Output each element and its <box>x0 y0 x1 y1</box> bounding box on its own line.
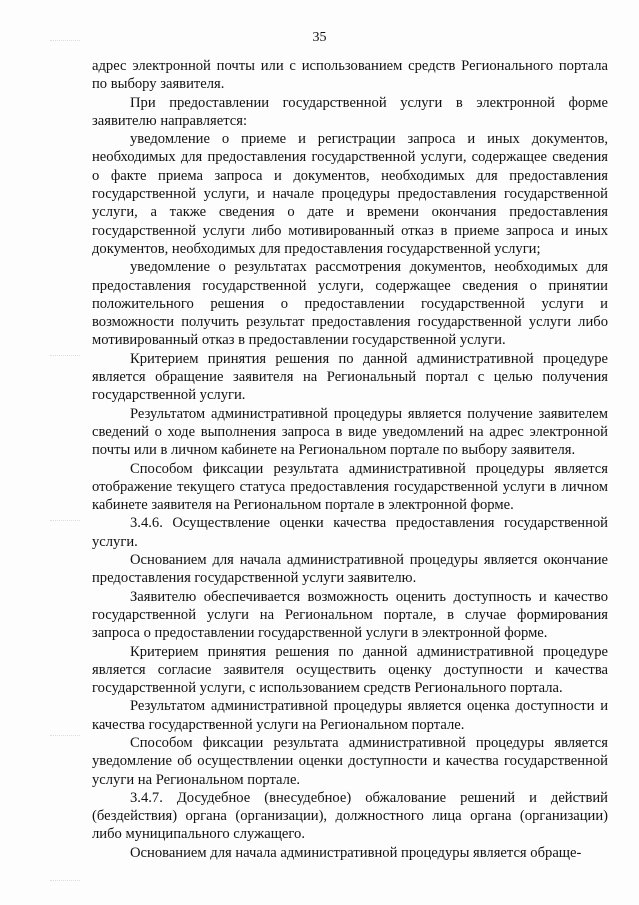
paragraph: Результатом административной процедуры является получение заявителем сведений о ходе выполнения запроса в виде уведомлений на адрес электронной почты или в личном кабинете на Региональном портале по выбору заявителя. <box>92 405 608 459</box>
paragraph: Критерием принятия решения по данной административной процедуре является согласие заявителя осуществить оценку доступности и качества государственной услуги, с использованием средств Регионального портала. <box>92 643 608 697</box>
page-number: 35 <box>312 30 327 45</box>
paragraph: Критерием принятия решения по данной административной процедуре является обращение заявителя на Региональный портал с целью получения государственной услуги. <box>92 350 608 404</box>
paragraph: Результатом административной процедуры является оценка доступности и качества государственной услуги на Региональном портале. <box>92 698 608 733</box>
section-heading: 3.4.6. Осуществление оценки качества предоставления государственной услуги. <box>92 515 608 550</box>
paragraph: При предоставлении государственной услуги в электронной форме заявителю направляется: <box>92 94 608 129</box>
scan-artifact <box>50 735 80 746</box>
paragraph: Заявителю обеспечивается возможность оценить доступность и качество государственной услуги на Региональном портале, в случае формирования запроса о предоставлении государственной услуги в электронной форме. <box>92 588 608 642</box>
document-body <box>92 57 608 862</box>
scan-artifact <box>50 880 80 891</box>
paragraph: уведомление о приеме и регистрации запроса и иных документов, необходимых для предоставления государственной услуги, содержащее сведения о факте приема запроса и документов, необходимых для предоставления государственной услуги, и начале процедуры предоставления государственной услуги, а также сведения о дате и времени окончания предоставления государственной услуги либо мотивированный отказ в приеме запроса и иных документов, необходимых для предоставления государственной услуги; <box>92 131 608 257</box>
scan-artifact <box>50 520 80 531</box>
scan-artifact <box>50 355 80 366</box>
paragraph: Способом фиксации результата административной процедуры является отображение текущего статуса предоставления государственной услуги в личном кабинете заявителя на Региональном портале в электронной форме. <box>92 460 608 514</box>
paragraph: адрес электронной почты или с использованием средств Регионального портала по выбору заявителя. <box>92 58 608 93</box>
scan-artifact <box>50 40 80 51</box>
section-heading: 3.4.7. Досудебное (внесудебное) обжалование решений и действий (бездействия) органа (организации), должностного лица органа (организации) либо муниципального служащего. <box>92 789 608 843</box>
paragraph: Основанием для начала административной процедуры является окончание предоставления государственной услуги заявителю. <box>92 552 608 587</box>
paragraph: уведомление о результатах рассмотрения документов, необходимых для предоставления государственной услуги, содержащее сведения о принятии положительного решения о предоставлении государственной услуги и возможности получить результат предоставления государственной услуги либо мотивированный отказ в предоставлении государственной услуги. <box>92 259 608 349</box>
paragraph: Способом фиксации результата административной процедуры является уведомление об осуществлении оценки доступности и качества государственной услуги на Региональном портале. <box>92 734 608 788</box>
paragraph: Основанием для начала административной процедуры является обраще- <box>130 844 582 861</box>
